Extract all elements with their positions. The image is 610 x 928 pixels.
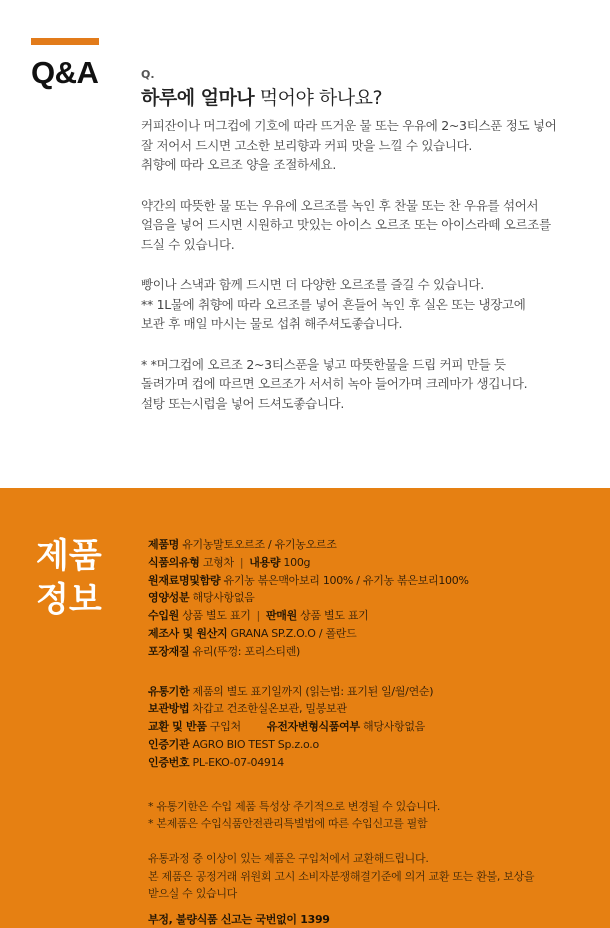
spec-value: 구입처 — [209, 720, 241, 734]
answer-line: 커피잔이나 머그컵에 기호에 따라 뜨거운 물 또는 우유에 2~3티스푼 정도 넣어 — [141, 118, 557, 133]
qa-accent-bar — [31, 38, 99, 45]
answer-paragraph — [141, 196, 581, 255]
spec-label: 원재료명및함량 — [148, 573, 221, 587]
spec-ingredients — [148, 572, 588, 590]
answer-line: * *머그컵에 오르조 2~3티스푼을 넣고 따뜻한물을 드립 커피 만들 듯 — [141, 356, 506, 372]
spec-value: AGRO BIO TEST Sp.z.o.o — [192, 737, 319, 751]
spec-label: 보관방법 — [148, 702, 190, 716]
answer-line: 취향에 따라 오르조 양을 조절하세요. — [141, 157, 336, 172]
note-line: 받으실 수 있습니다 — [148, 887, 238, 901]
answer-line: ** 1L물에 취향에 따라 오르조를 넣어 흔들어 녹인 후 실온 또는 냉장고에 — [141, 296, 526, 312]
spec-expiry — [148, 683, 588, 701]
report-hotline: 부정, 불량식품 신고는 국번없이 1399 — [148, 912, 330, 926]
spec-label: 판매원 — [265, 609, 297, 623]
spec-label: 식품의유형 — [148, 555, 200, 569]
spec-label: 인증기관 — [148, 737, 190, 751]
spec-value: 상품 별도 표기 — [300, 609, 369, 623]
spec-label: 포장재질 — [148, 644, 190, 658]
answer-line: 보관 후 매일 마시는 물로 섭취 해주셔도좋습니다. — [141, 316, 403, 331]
note-line: 본 제품은 공정거래 위원회 고시 소비자분쟁해결기준에 의거 교환 또는 환불, 보상을 — [148, 869, 535, 883]
spec-value: 유기농말토오르조 / 유기농오르조 — [182, 538, 337, 551]
spec-value: 유리(뚜껑: 포리스티렌) — [192, 644, 301, 658]
spec-label: 수입원 — [148, 609, 179, 623]
answer-line: 얼음을 넣어 드시면 시원하고 맛있는 아이스 오르조 또는 아이스라떼 오르조를 — [141, 217, 551, 232]
exchange-notes — [148, 850, 588, 902]
question-heading — [141, 83, 382, 110]
answer-line: 돌려가며 컵에 따르면 오르조가 서서히 녹아 들어가며 크레마가 생깁니다. — [141, 376, 528, 391]
spec-value: PL-EKO-07-04914 — [192, 755, 285, 769]
question-marker: Q. — [141, 68, 155, 81]
spec-nutrition — [148, 589, 588, 607]
spec-value: 제품의 별도 표기일까지 (읽는법: 표기된 일/월/연순) — [192, 684, 434, 698]
product-spec-list — [148, 536, 588, 928]
spec-value: 차갑고 건조한실온보관, 밀봉보관 — [192, 702, 347, 716]
note-line: * 유통기한은 수입 제품 특성상 주기적으로 변경될 수 있습니다. — [148, 799, 441, 813]
note-line: 유통과정 중 이상이 있는 제품은 구입처에서 교환해드립니다. — [148, 852, 429, 866]
spec-value: 상품 별도 표기 — [182, 609, 251, 623]
question-bold: 하루에 얼마나 — [141, 87, 255, 109]
answer-body — [141, 116, 581, 434]
spec-value: 해당사항없음 — [363, 720, 425, 734]
note-line: * 본제품은 수입식품안전관리특별법에 따른 수입신고를 필함 — [148, 816, 428, 830]
separator: | — [239, 555, 244, 569]
spec-label: 내용량 — [249, 555, 281, 569]
spec-value: 100g — [283, 555, 311, 569]
spec-value: 고형차 — [202, 555, 234, 569]
spec-label: 제조사 및 원산지 — [148, 626, 228, 640]
answer-line: 드실 수 있습니다. — [141, 236, 235, 252]
answer-paragraph — [141, 355, 581, 414]
spec-maker — [148, 625, 588, 643]
spec-label: 교환 및 반품 — [148, 720, 207, 734]
spec-label: 유전자변형식품여부 — [266, 720, 360, 734]
spec-value: GRANA SP.Z.O.O / 폴란드 — [230, 626, 357, 640]
product-info-section — [0, 488, 610, 928]
separator: | — [256, 609, 260, 623]
answer-line: 설탕 또는시럽을 넣어 드셔도좋습니다. — [141, 395, 345, 411]
heading-line: 정보 — [36, 580, 102, 620]
spec-packaging — [148, 643, 588, 661]
answer-paragraph — [141, 116, 581, 175]
answer-line: 빵이나 스낵과 함께 드시면 더 다양한 오르조를 즐길 수 있습니다. — [141, 277, 484, 292]
spec-label: 유통기한 — [148, 684, 190, 698]
spec-value: 해당사항없음 — [192, 591, 255, 605]
import-notes — [148, 798, 588, 833]
spec-cert-number — [148, 754, 588, 772]
spec-label: 인증번호 — [148, 755, 190, 769]
spec-importer — [148, 607, 588, 625]
heading-line: 제품 — [36, 536, 102, 576]
answer-line: 약간의 따뜻한 물 또는 우유에 오르조를 녹인 후 찬물 또는 찬 우유를 섞어서 — [141, 197, 539, 213]
spec-value: 유기농 볶은맥아보리 100% / 유기농 볶은보리100% — [223, 573, 469, 587]
product-info-heading — [36, 534, 116, 622]
spec-exchange — [148, 718, 588, 736]
spec-cert-body — [148, 736, 588, 754]
spec-label: 제품명 — [148, 538, 179, 551]
question-rest: 먹어야 하나요? — [254, 87, 383, 109]
spec-label: 영양성분 — [148, 591, 190, 605]
spec-product-name — [148, 536, 588, 554]
answer-line: 잘 저어서 드시면 고소한 보리향과 커피 맛을 느낄 수 있습니다. — [141, 137, 473, 153]
spec-food-type — [148, 554, 588, 572]
spec-storage — [148, 700, 588, 718]
qa-title: Q&A — [31, 55, 99, 90]
answer-paragraph — [141, 275, 581, 334]
